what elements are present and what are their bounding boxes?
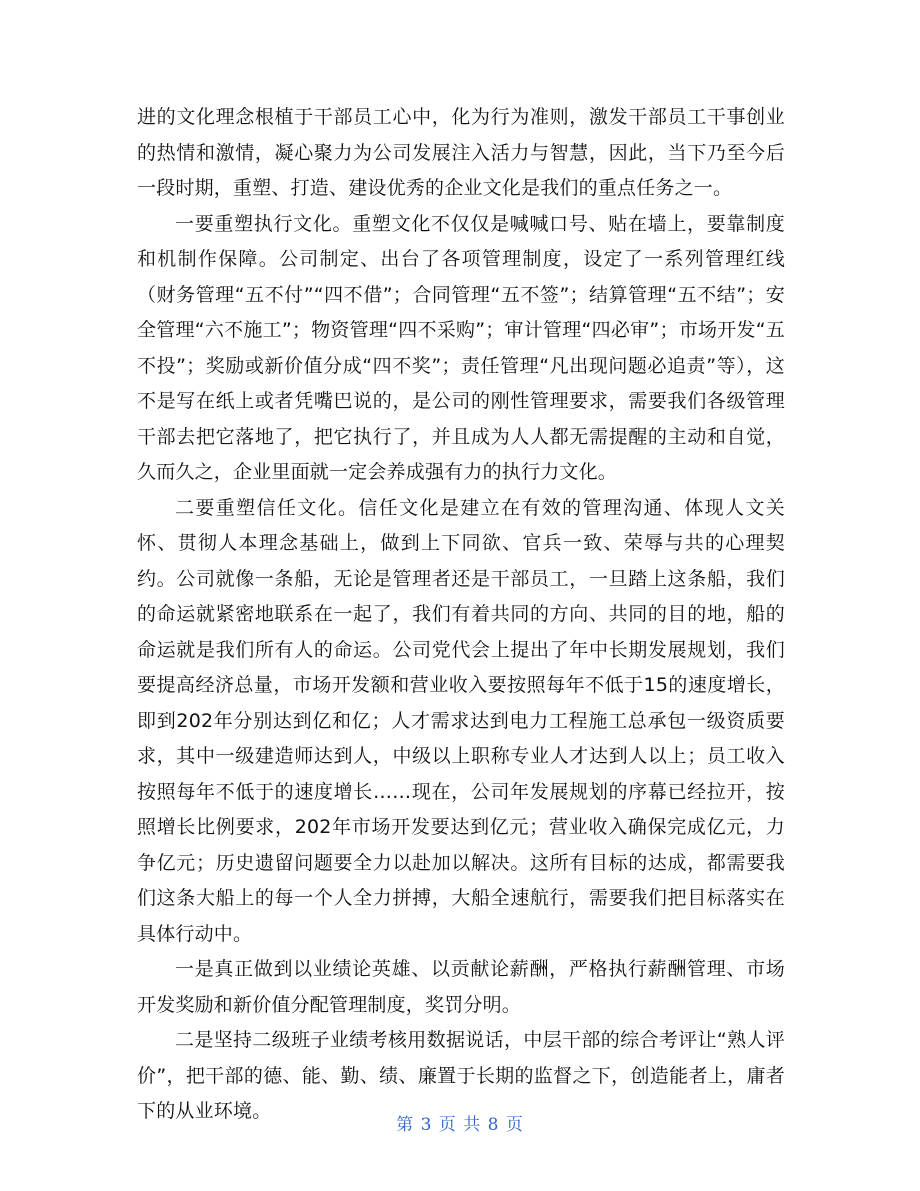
- paragraph-execution-culture: 一要重塑执行文化。重塑文化不仅仅是喊喊口号、贴在墙上，要靠制度和机制作保障。公司制定、出台了各项管理制度，设定了一系列管理红线（财务管理“五不付”“四不借”；合同管理“五不签”；结算管理“五不结”；安全管理“六不施工”；物资管理“四不采购”；审计管理“四必审”；市场开发“五不投”；奖励或新价值分成“四不奖”；责任管理“凡出现问题必追责”等），这不是写在纸上或者凭嘴巴说的，是公司的刚性管理要求，需要我们各级管理干部去把它落地了，把它执行了，并且成为人人都无需提醒的主动和自觉，久而久之，企业里面就一定会养成强有力的执行力文化。: [137, 212, 785, 483]
- page-number-footer: 第 3 页 共 8 页: [396, 1115, 524, 1135]
- paragraph-continuation: 进的文化理念根植于干部员工心中，化为行为准则，激发干部员工干事创业的热情和激情，凝心聚力为公司发展注入活力与智慧，因此，当下乃至今后一段时期，重塑、打造、建设优秀的企业文化是我们的重点任务之一。: [137, 106, 785, 199]
- paragraph-performance-reward: 一是真正做到以业绩论英雄、以贡献论薪酬，严格执行薪酬管理、市场开发奖励和新价值分配管理制度，奖罚分明。: [137, 958, 785, 1016]
- paragraph-trust-culture: 二要重塑信任文化。信任文化是建立在有效的管理沟通、体现人文关怀、贯彻人本理念基础上，做到上下同欲、官兵一致、荣辱与共的心理契约。公司就像一条船，无论是管理者还是干部员工，一旦踏上这条船，我们的命运就紧密地联系在一起了，我们有着共同的方向、共同的目的地，船的命运就是我们所有人的命运。公司党代会上提出了年中长期发展规划，我们要提高经济总量，市场开发额和营业收入要按照每年不低于15的速度增长，即到202年分别达到亿和亿；人才需求达到电力工程施工总承包一级资质要求，其中一级建造师达到人，中级以上职称专业人才达到人以上；员工收入按照每年不低于的速度增长……现在，公司年发展规划的序幕已经拉开，按照增长比例要求，202年市场开发要达到亿元；营业收入确保完成亿元，力争亿元；历史遗留问题要全力以赴加以解决。这所有目标的达成，都需要我们这条大船上的每一个人全力拼搏，大船全速航行，需要我们把目标落实在具体行动中。: [137, 496, 785, 945]
- paragraph-assessment-data: 二是坚持二级班子业绩考核用数据说话，中层干部的综合考评让“熟人评价”，把干部的德、能、勤、绩、廉置于长期的监督之下，创造能者上，庸者下的从业环境。: [137, 1029, 785, 1122]
- document-body: [137, 100, 785, 1130]
